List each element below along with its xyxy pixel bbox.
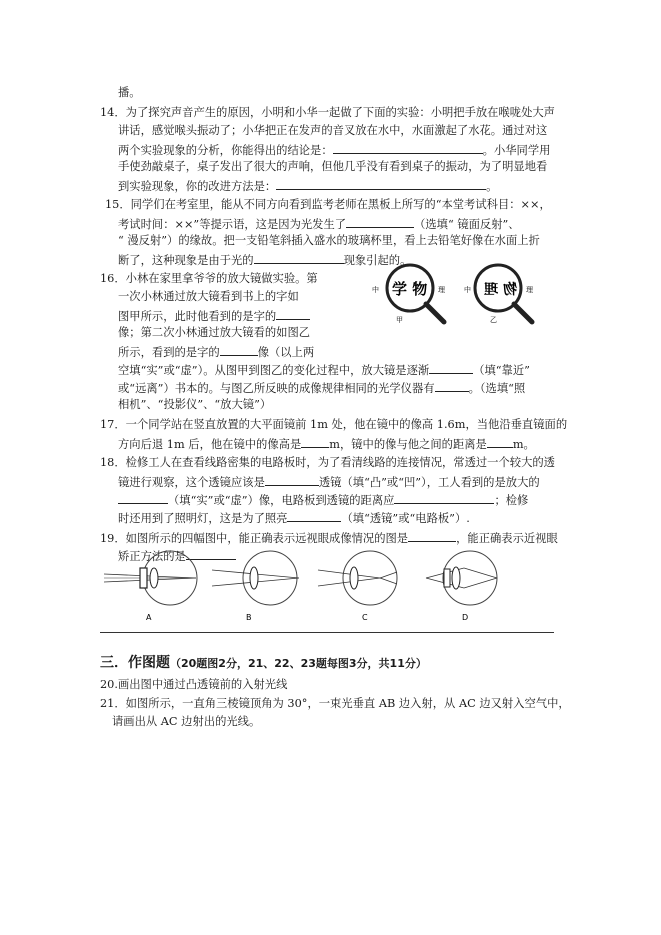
answer-blank[interactable] xyxy=(408,530,456,542)
answer-blank[interactable] xyxy=(394,492,494,504)
text: m，镜中的像与他之间的距离是 xyxy=(329,438,487,451)
question-18-line xyxy=(118,474,540,490)
question-16-line xyxy=(118,326,310,340)
text: 镜进行观察，这个透镜应该是 xyxy=(118,476,265,489)
answer-blank[interactable] xyxy=(435,380,469,392)
section-note: （20题图2分，21、22、23题每图3分，共11分） xyxy=(170,657,427,670)
text: 一次小林通过放大镜看到书上的字如 xyxy=(118,290,299,303)
text: 两个实验现象的分析，你能得出的结论是： xyxy=(118,144,333,157)
text: 。小华同学用 xyxy=(482,144,551,157)
question-16-line xyxy=(118,344,314,360)
answer-blank[interactable] xyxy=(346,216,414,228)
question-16-line xyxy=(100,272,318,286)
diagram-label: B xyxy=(246,613,252,622)
question-16-line xyxy=(118,308,310,324)
text: 考试时间：××”等提示语，这是因为光发生了 xyxy=(118,218,347,231)
answer-blank[interactable] xyxy=(333,142,483,154)
eye-diagrams xyxy=(104,548,514,628)
question-14-line xyxy=(118,178,497,194)
question-21-line xyxy=(100,697,570,711)
diagram-label: A xyxy=(146,613,152,622)
text: 17．一个同学站在竖直放置的大平面镜前 1m 处，他在镜中的像高 1.6m，当他沿垂直镜面的 xyxy=(100,418,568,431)
eye-diagram-b xyxy=(212,551,299,622)
text: ，能正确表示近视眼 xyxy=(456,532,558,545)
answer-blank[interactable] xyxy=(265,474,319,486)
text: （填“实”或“虚”）像，电路板到透镜的距离应 xyxy=(168,494,395,507)
text: “ 漫反射”）的缘故。把一支铅笔斜插入盛水的玻璃杯里，看上去铅笔好像在水面上折 xyxy=(118,234,540,247)
text: 。 xyxy=(486,180,498,193)
question-21-line xyxy=(112,715,260,729)
text: 14．为了探究声音产生的原因，小明和小华一起做了下面的实验：小明把手放在喉咙处大声 xyxy=(100,106,555,119)
question-15-line xyxy=(118,216,520,232)
text: ；检修 xyxy=(494,494,529,507)
text-line xyxy=(118,86,141,100)
question-18-line xyxy=(118,492,528,508)
question-15-line xyxy=(105,198,551,212)
small-text: 理 xyxy=(438,286,445,294)
question-14-line xyxy=(100,106,555,120)
text: m。 xyxy=(512,438,535,451)
text: 现象引起的。 xyxy=(343,254,412,267)
text: 图甲所示，此时他看到的是字的 xyxy=(118,310,277,323)
text: 透镜（填“凸”或“凹”），工人看到的是放大的 xyxy=(318,476,540,489)
question-20-line xyxy=(100,678,287,692)
text: 请画出从 AC 边射出的光线。 xyxy=(112,715,261,728)
figure-caption: 甲 xyxy=(396,316,403,324)
text: 。（选填“照 xyxy=(468,382,526,395)
text: 手使劲敲桌子，桌子发出了很大的声响，但他几乎没有看到桌子的振动，为了明显地看 xyxy=(118,160,548,173)
text: 20.画出图中通过凸透镜前的入射光线 xyxy=(100,678,288,691)
answer-blank[interactable] xyxy=(287,510,341,522)
text: 19．如图所示的四幅图中，能正确表示远视眼成像情况的图是 xyxy=(100,532,409,545)
text: 到实验现象，你的改进方法是： xyxy=(118,180,277,193)
magnified-text: 学 物 xyxy=(392,280,428,298)
text: （选填“ 镜面反射”、 xyxy=(414,218,520,231)
small-text: 中 xyxy=(464,286,471,294)
small-text: 理 xyxy=(526,286,533,294)
eye-diagram-d xyxy=(426,551,497,622)
text: 所示，看到的是字的 xyxy=(118,346,220,359)
text: 18．检修工人在查看线路密集的电路板时，为了看清线路的连接情况，常透过一个较大的透 xyxy=(100,456,555,469)
question-14-line xyxy=(118,160,547,174)
answer-blank[interactable] xyxy=(487,436,513,448)
answer-blank[interactable] xyxy=(118,492,168,504)
answer-blank[interactable] xyxy=(276,308,310,320)
text: （填“透镜”或“电路板”）. xyxy=(341,512,470,525)
text: 像（以上两 xyxy=(257,346,315,359)
magnifier-figure xyxy=(366,262,556,330)
answer-blank[interactable] xyxy=(254,252,344,264)
text: 像；第二次小林通过放大镜看的如图乙 xyxy=(118,326,311,339)
section-title: 三．作图题 xyxy=(100,655,170,671)
answer-blank[interactable] xyxy=(220,344,258,356)
answer-blank[interactable] xyxy=(429,362,473,374)
text: 讲话，感觉喉头振动了；小华把正在发声的音叉放在水中，水面激起了水花。通过对这 xyxy=(118,124,548,137)
text: （填“靠近” xyxy=(473,364,530,377)
text: 15．同学们在考室里，能从不同方向看到监考老师在黑板上所写的“本堂考试科目：××， xyxy=(105,198,551,211)
text: 方向后退 1m 后，他在镜中的像高是 xyxy=(118,438,302,451)
magnifier-right xyxy=(464,265,533,324)
question-16-line xyxy=(118,398,271,412)
question-19-line xyxy=(100,530,558,546)
question-14-line xyxy=(118,124,547,138)
section-divider xyxy=(100,632,554,633)
figure-caption: 乙 xyxy=(490,316,497,324)
question-18-line xyxy=(118,510,470,526)
text: 空填“实”或“虚”）。从图甲到图乙的变化过程中，放大镜是逐渐 xyxy=(118,364,430,377)
text: 播。 xyxy=(118,86,141,99)
question-17-line xyxy=(100,418,567,432)
question-18-line xyxy=(100,456,555,470)
text: 或“远离”）书本的。与图乙所反映的成像规律相同的光学仪器有 xyxy=(118,382,435,395)
text: 矫正方法的是 xyxy=(118,550,186,563)
text: 21．如图所示，一直角三棱镜顶角为 30°，一束光垂直 AB 边入射，从 AC 边又射入空气中， xyxy=(100,697,570,710)
small-text: 中 xyxy=(372,286,379,294)
diagram-label: C xyxy=(362,613,368,622)
section-heading xyxy=(100,652,427,672)
text: 时还用到了照明灯，这是为了照亮 xyxy=(118,512,288,525)
text: 相机”、“投影仪”、“放大镜”） xyxy=(118,398,272,411)
magnified-text: 物 理 xyxy=(484,282,517,298)
diagram-label: D xyxy=(462,613,469,622)
answer-blank[interactable] xyxy=(276,178,486,190)
question-17-line xyxy=(118,436,535,452)
eye-diagram-a xyxy=(104,551,197,622)
question-16-line xyxy=(118,290,299,304)
question-16-line xyxy=(118,362,530,378)
question-16-line xyxy=(118,380,525,396)
question-15-line xyxy=(118,234,540,248)
magnifier-left xyxy=(372,265,445,324)
eye-diagram-c xyxy=(318,551,397,622)
text: 断了，这种现象是由于光的 xyxy=(118,254,254,267)
answer-blank[interactable] xyxy=(301,436,329,448)
question-14-line xyxy=(118,142,550,158)
text: 16．小林在家里拿爷爷的放大镜做实验。第 xyxy=(100,272,318,285)
